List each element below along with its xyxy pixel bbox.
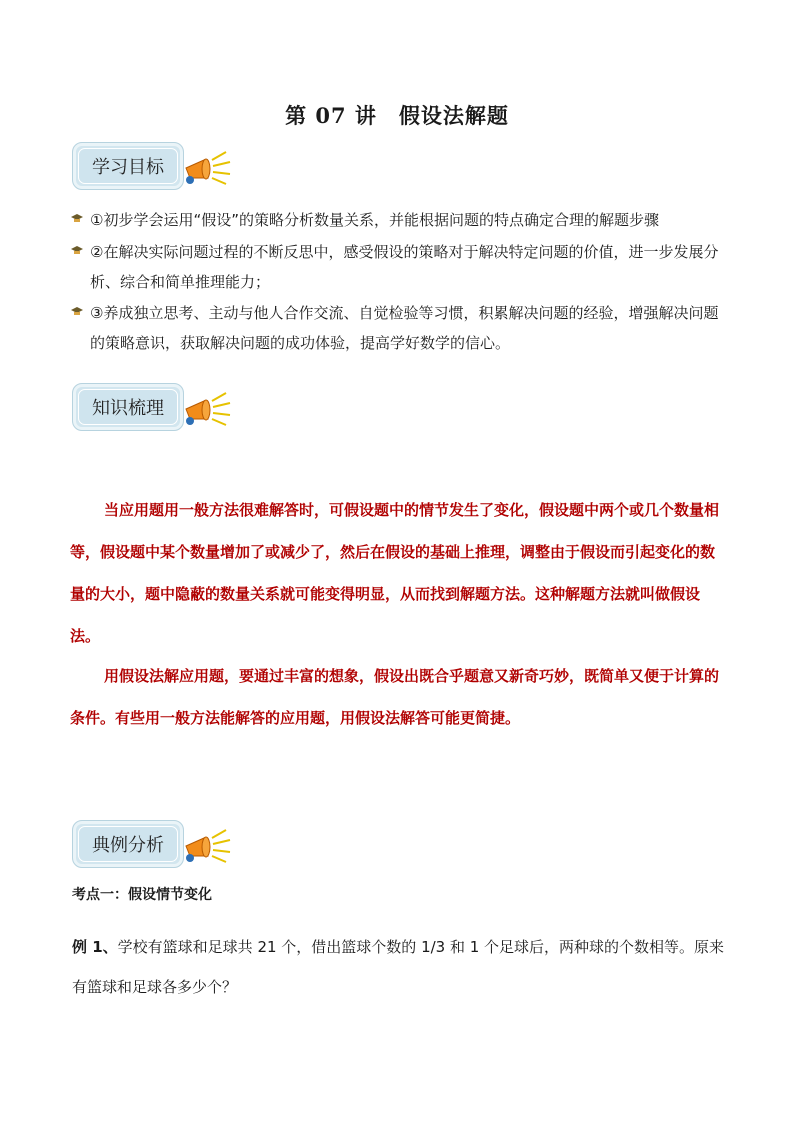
kaodian-heading: 考点一：假设情节变化 bbox=[72, 887, 212, 903]
example-text: 学校有篮球和足球共 21 个，借出篮球个数的 1/3 和 1 个足球后，两种球的个数相等。原来有篮球和足球各多少个？ bbox=[72, 938, 725, 996]
section-label: 学习目标 bbox=[78, 148, 178, 184]
megaphone-icon bbox=[182, 150, 234, 190]
megaphone-icon bbox=[182, 828, 234, 868]
graduation-cap-icon bbox=[70, 212, 84, 226]
section-label: 典例分析 bbox=[78, 826, 178, 862]
example-question bbox=[72, 927, 732, 1007]
objective-item bbox=[90, 237, 730, 297]
page-title: 第 07 讲 假设法解题 bbox=[285, 103, 509, 128]
section-box bbox=[72, 383, 184, 431]
graduation-cap-icon bbox=[70, 244, 84, 258]
knowledge-paragraph: 用假设法解应用题，要通过丰富的想象，假设出既合乎题意又新奇巧妙，既简单又便于计算的条件。有些用一般方法能解答的应用题，用假设法解答可能更简捷。 bbox=[70, 667, 720, 727]
graduation-cap-icon bbox=[70, 305, 84, 319]
objective-text: ③养成独立思考、主动与他人合作交流、自觉检验等习惯，积累解决问题的经验，增强解决问题的策略意识，获取解决问题的成功体验，提高学好数学的信心。 bbox=[90, 304, 719, 352]
objective-text: ②在解决实际问题过程的不断反思中，感受假设的策略对于解决特定问题的价值，进一步发展分析、综合和简单推理能力； bbox=[90, 243, 719, 291]
objective-item bbox=[90, 298, 730, 358]
knowledge-paragraph: 当应用题用一般方法很难解答时，可假设题中的情节发生了变化，假设题中两个或几个数量相等，假设题中某个数量增加了或减少了，然后在假设的基础上推理，调整由于假设而引起变化的数量的大小，题中隐蔽的数量关系就可能变得明显，从而找到解题方法。这种解题方法就叫做假设法。 bbox=[70, 501, 720, 645]
megaphone-icon bbox=[182, 391, 234, 431]
objective-text: ①初步学会运用“假设”的策略分析数量关系，并能根据问题的特点确定合理的解题步骤 bbox=[90, 211, 659, 229]
section-label: 知识梳理 bbox=[78, 389, 178, 425]
section-box bbox=[72, 142, 184, 190]
example-label: 例 1、 bbox=[72, 938, 118, 956]
section-box bbox=[72, 820, 184, 868]
objective-item bbox=[90, 205, 730, 235]
